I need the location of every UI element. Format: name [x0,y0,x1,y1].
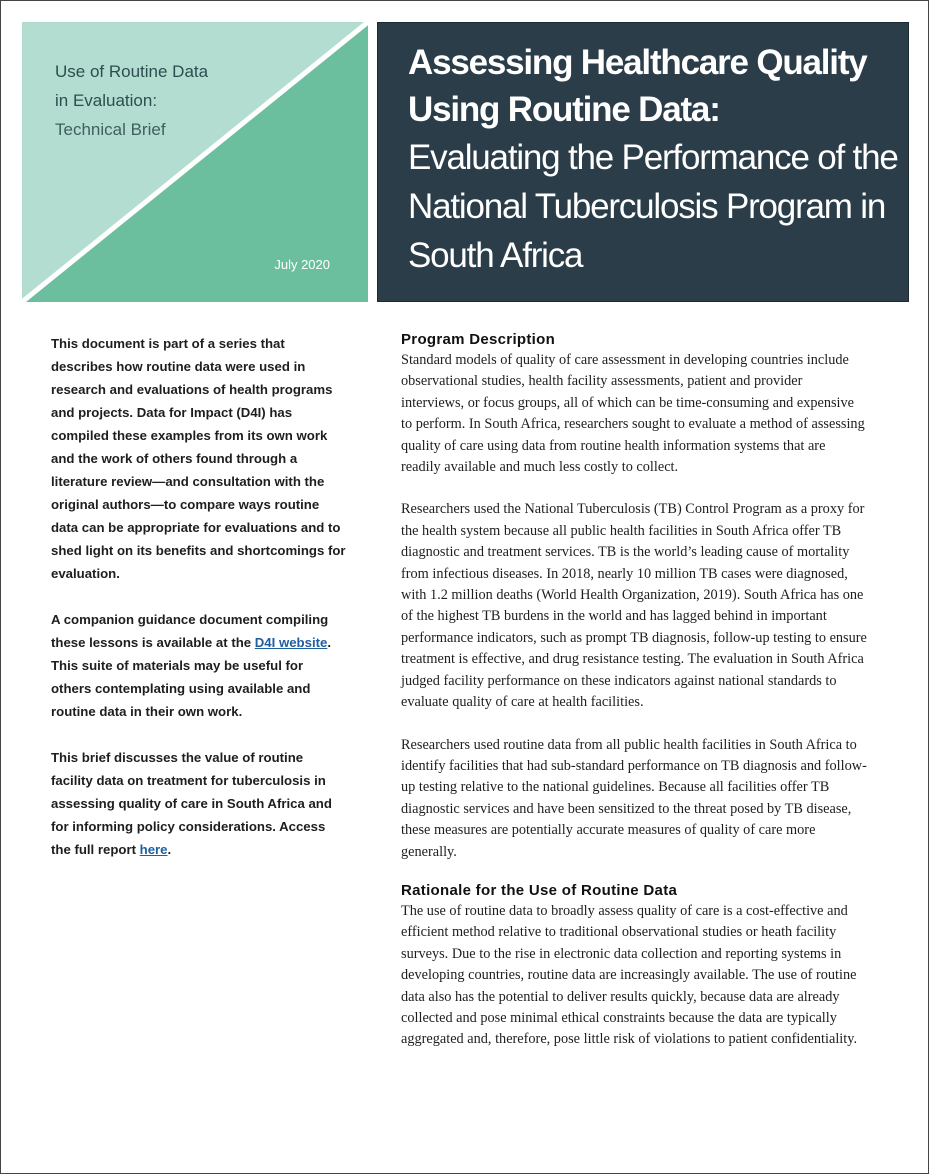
section-heading-program-description: Program Description [401,331,556,348]
sidebar-text: A companion guidance document compiling these lessons is available at the [51,612,329,650]
title-line5: South Africa [408,236,583,275]
full-report-link[interactable]: here [139,842,168,857]
title-line4: National Tuberculosis Program in [408,187,886,226]
title-line1: Assessing Healthcare Quality [408,43,867,82]
title-line2: Using Routine Data: [408,90,720,129]
sidebar-text: . [167,842,172,857]
body-paragraph: Standard models of quality of care assessment in developing countries include observational studies, health facility assessments, patient and provider interviews, or focus groups, all of which can be time-consuming and expensive to perform. In South Africa, researchers sought to evaluate a method of assessing quality of care using data from routine health information systems that are readily available and much less costly to collect. [401,352,865,476]
body-paragraph: Researchers used the National Tuberculosis (TB) Control Program as a proxy for the health system because all public health facilities in South Africa offer TB diagnostic and treatment services. TB is the world’s leading cause of mortality from infectious diseases. In 2018, nearly 10 million TB cases were diagnosed, with 1.2 million deaths (World Health Organization, 2019). South Africa has one of the highest TB burdens in the world and has lagged behind in important performance indicators, such as prompt TB diagnosis, follow-up testing to ensure treatment is effective, and drug resistance testing. The evaluation in South Africa judged facility performance on these indicators against national standards to evaluate quality of care at health facilities. [401,501,867,711]
publication-date: July 2020 [274,257,330,272]
series-title [55,57,208,144]
section-heading-rationale: Rationale for the Use of Routine Data [401,881,678,899]
title-panel [377,22,909,302]
title-line3: Evaluating the Performance of the [408,138,898,177]
sidebar-text: . This suite of materials may be useful for others contemplating using available and routine data in their own work. [51,635,332,719]
main-content [401,330,867,1072]
body-paragraph: The use of routine data to broadly assess quality of care is a cost-effective and efficient method relative to traditional observational studies or heath facility surveys. Due to the rise in electronic data collection and reporting systems in developing countries, routine data are increasingly available. The use of routine data also has the potential to deliver results quickly, because data are already collected and pose minimal ethical constraints because the data are typically aggregated and, therefore, pose little risk of violations to patient confidentiality. [401,902,858,1048]
document-title [408,39,898,280]
series-title-line1: Use of Routine Data [55,62,209,81]
body-paragraph: Researchers used routine data from all public health facilities in South Africa to identify facilities that had sub-standard performance on TB diagnosis and follow-up testing relative to the national guidelines. Because all facilities offer TB diagnostic services and have been sensitized to the threat posed by TB disease, these measures are potentially accurate measures of quality of care more generally. [401,736,867,860]
series-title-line2: in Evaluation: [55,91,158,110]
series-panel [22,22,368,302]
sidebar [51,332,347,884]
sidebar-text: This brief discusses the value of routine facility data on treatment for tuberculosis in assessing quality of care in South Africa and for informing policy considerations. Access the full report [51,750,332,857]
sidebar-companion-paragraph [51,608,347,723]
series-subtitle: Technical Brief [55,120,166,139]
d4i-website-link[interactable]: D4I website [254,635,328,650]
sidebar-intro-paragraph: This document is part of a series that describes how routine data were used in research and evaluations of health programs and projects. Data for Impact (D4I) has compiled these examples from its own work and the work of others found through a literature review—and consultation with the original authors—to compare ways routine data can be appropriate for evaluations and to shed light on its benefits and shortcomings for evaluation. [51,336,346,581]
sidebar-brief-paragraph [51,746,347,861]
